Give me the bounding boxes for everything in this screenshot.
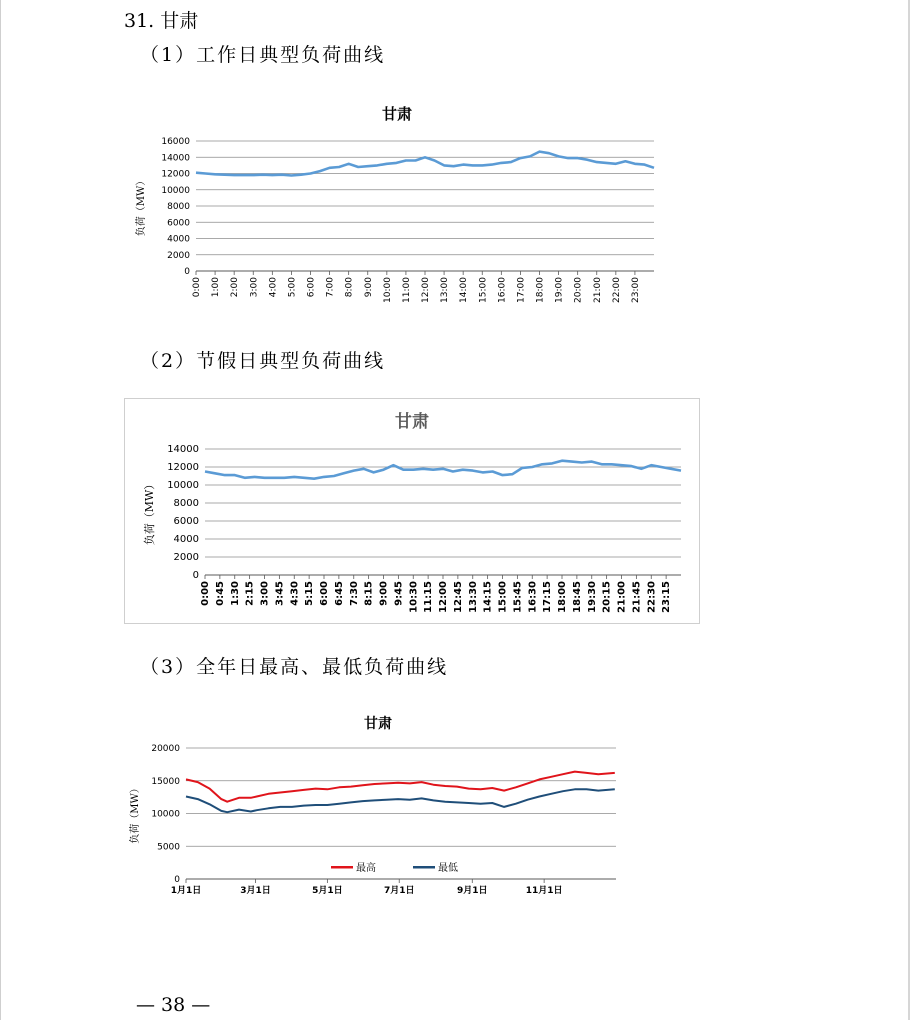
y-tick-label: 2000 [167,250,190,261]
x-tick-label: 11:00 [401,277,412,303]
page-edge-right [908,0,910,1020]
x-tick-label: 14:15 [482,581,494,613]
x-tick-label: 20:00 [573,277,584,303]
x-tick-label: 5:00 [287,277,298,298]
x-tick-label: 9:00 [363,277,374,298]
page-edge-left [0,0,1,1020]
y-tick-label: 8000 [173,498,199,509]
x-tick-label: 13:30 [467,581,479,613]
x-tick-label: 7月1日 [383,886,415,896]
x-tick-label: 20:15 [601,581,613,613]
x-tick-label: 12:45 [452,581,464,613]
chart-title: 甘肃 [381,105,413,123]
x-tick-label: 5:15 [304,581,316,606]
x-tick-label: 9月1日 [457,886,488,896]
x-tick-label: 11:15 [423,581,435,613]
y-tick-label: 10000 [167,480,199,491]
y-tick-label: 2000 [173,552,199,563]
y-tick-label: 12000 [161,169,190,180]
y-tick-label: 6000 [167,218,190,229]
x-tick-label: 3月1日 [240,886,271,896]
series-line [196,152,654,176]
y-tick-label: 14000 [167,444,199,455]
x-tick-label: 8:15 [363,581,375,606]
x-tick-label: 18:00 [557,581,568,613]
workday-load-chart [124,93,670,317]
x-tick-label: 21:00 [592,277,603,303]
x-tick-label: 11月1日 [525,886,563,896]
x-tick-label: 12:00 [438,581,449,613]
section-heading [124,6,198,33]
y-axis-label: 负荷（MW） [136,175,147,237]
y-tick-label: 4000 [167,234,190,245]
series-line [205,461,681,479]
x-tick-label: 1:30 [229,581,241,606]
x-tick-label: 19:00 [554,277,565,303]
x-tick-label: 22:30 [646,581,658,613]
y-tick-label: 6000 [173,516,199,527]
subtitle-annual: （3）全年日最高、最低负荷曲线 [140,656,449,678]
annual-chart-svg [124,704,632,928]
section-name: 甘肃 [160,10,199,32]
y-tick-label: 4000 [173,534,199,545]
x-tick-label: 8:00 [344,277,355,298]
x-tick-label: 9:00 [378,581,390,606]
x-tick-label: 18:45 [571,581,583,613]
y-tick-label: 14000 [161,153,190,164]
holiday-chart-svg [125,399,699,623]
x-tick-label: 16:00 [497,277,508,303]
x-tick-label: 19:30 [586,581,598,613]
x-tick-label: 10:00 [382,277,393,303]
series-line-min [186,789,615,812]
x-tick-label: 7:30 [348,581,360,606]
x-tick-label: 0:00 [192,277,202,298]
x-tick-label: 3:00 [259,581,271,606]
x-tick-label: 10:30 [408,581,420,613]
x-tick-label: 3:45 [274,581,286,606]
annual-max-min-chart [124,704,632,928]
x-tick-label: 7:00 [325,277,336,298]
x-tick-label: 22:00 [611,277,622,303]
y-tick-label: 12000 [167,462,199,473]
x-tick-label: 12:00 [421,277,431,303]
legend-label-min: 最低 [438,863,458,875]
x-tick-label: 4:00 [268,277,279,298]
x-tick-label: 16:30 [527,581,539,613]
section-number: 31. [124,10,155,32]
y-tick-label: 20000 [151,744,180,754]
legend-label-max: 最高 [356,863,376,875]
y-tick-label: 0 [174,875,180,885]
y-tick-label: 0 [192,570,199,581]
x-tick-label: 23:00 [630,277,641,303]
chart-title: 甘肃 [395,412,429,432]
x-tick-label: 0:00 [200,581,211,606]
y-tick-label: 15000 [151,776,180,787]
subtitle-workday: （1）工作日典型负荷曲线 [140,44,386,66]
x-tick-label: 5月1日 [312,886,343,896]
x-tick-label: 17:00 [516,277,527,303]
x-tick-label: 6:45 [333,581,345,606]
x-tick-label: 6:00 [319,581,330,606]
y-tick-label: 16000 [161,137,190,147]
x-tick-label: 9:45 [393,581,405,606]
x-tick-label: 23:15 [661,581,673,613]
x-tick-label: 18:00 [535,277,546,303]
x-tick-label: 13:00 [440,277,451,303]
x-tick-label: 2:00 [230,277,241,298]
y-axis-label: 负荷（MW） [143,478,156,546]
x-tick-label: 21:00 [616,581,628,613]
x-tick-label: 3:00 [249,277,260,298]
x-tick-label: 21:45 [631,581,643,613]
x-tick-label: 4:30 [289,581,301,606]
x-tick-label: 2:15 [244,581,256,606]
holiday-load-chart [124,398,700,624]
x-tick-label: 1月1日 [170,886,202,896]
y-axis-label: 负荷（MW） [130,783,141,844]
page-number: — 38 — [136,994,211,1016]
x-tick-label: 1:00 [211,277,222,298]
workday-chart-svg [124,93,670,317]
x-tick-label: 15:00 [497,581,509,613]
x-tick-label: 6:00 [306,277,317,298]
x-tick-label: 15:45 [512,581,524,613]
y-tick-label: 10000 [161,185,190,196]
chart-title: 甘肃 [364,716,392,732]
y-tick-label: 5000 [157,842,180,853]
x-tick-label: 0:45 [214,581,226,606]
y-tick-label: 10000 [151,809,180,820]
subtitle-holiday: （2）节假日典型负荷曲线 [140,350,386,372]
x-tick-label: 17:15 [542,581,554,613]
series-line-max [186,772,615,802]
y-tick-label: 8000 [167,202,190,212]
x-tick-label: 14:00 [459,277,470,303]
x-tick-label: 15:00 [478,277,489,303]
y-tick-label: 0 [184,267,190,277]
